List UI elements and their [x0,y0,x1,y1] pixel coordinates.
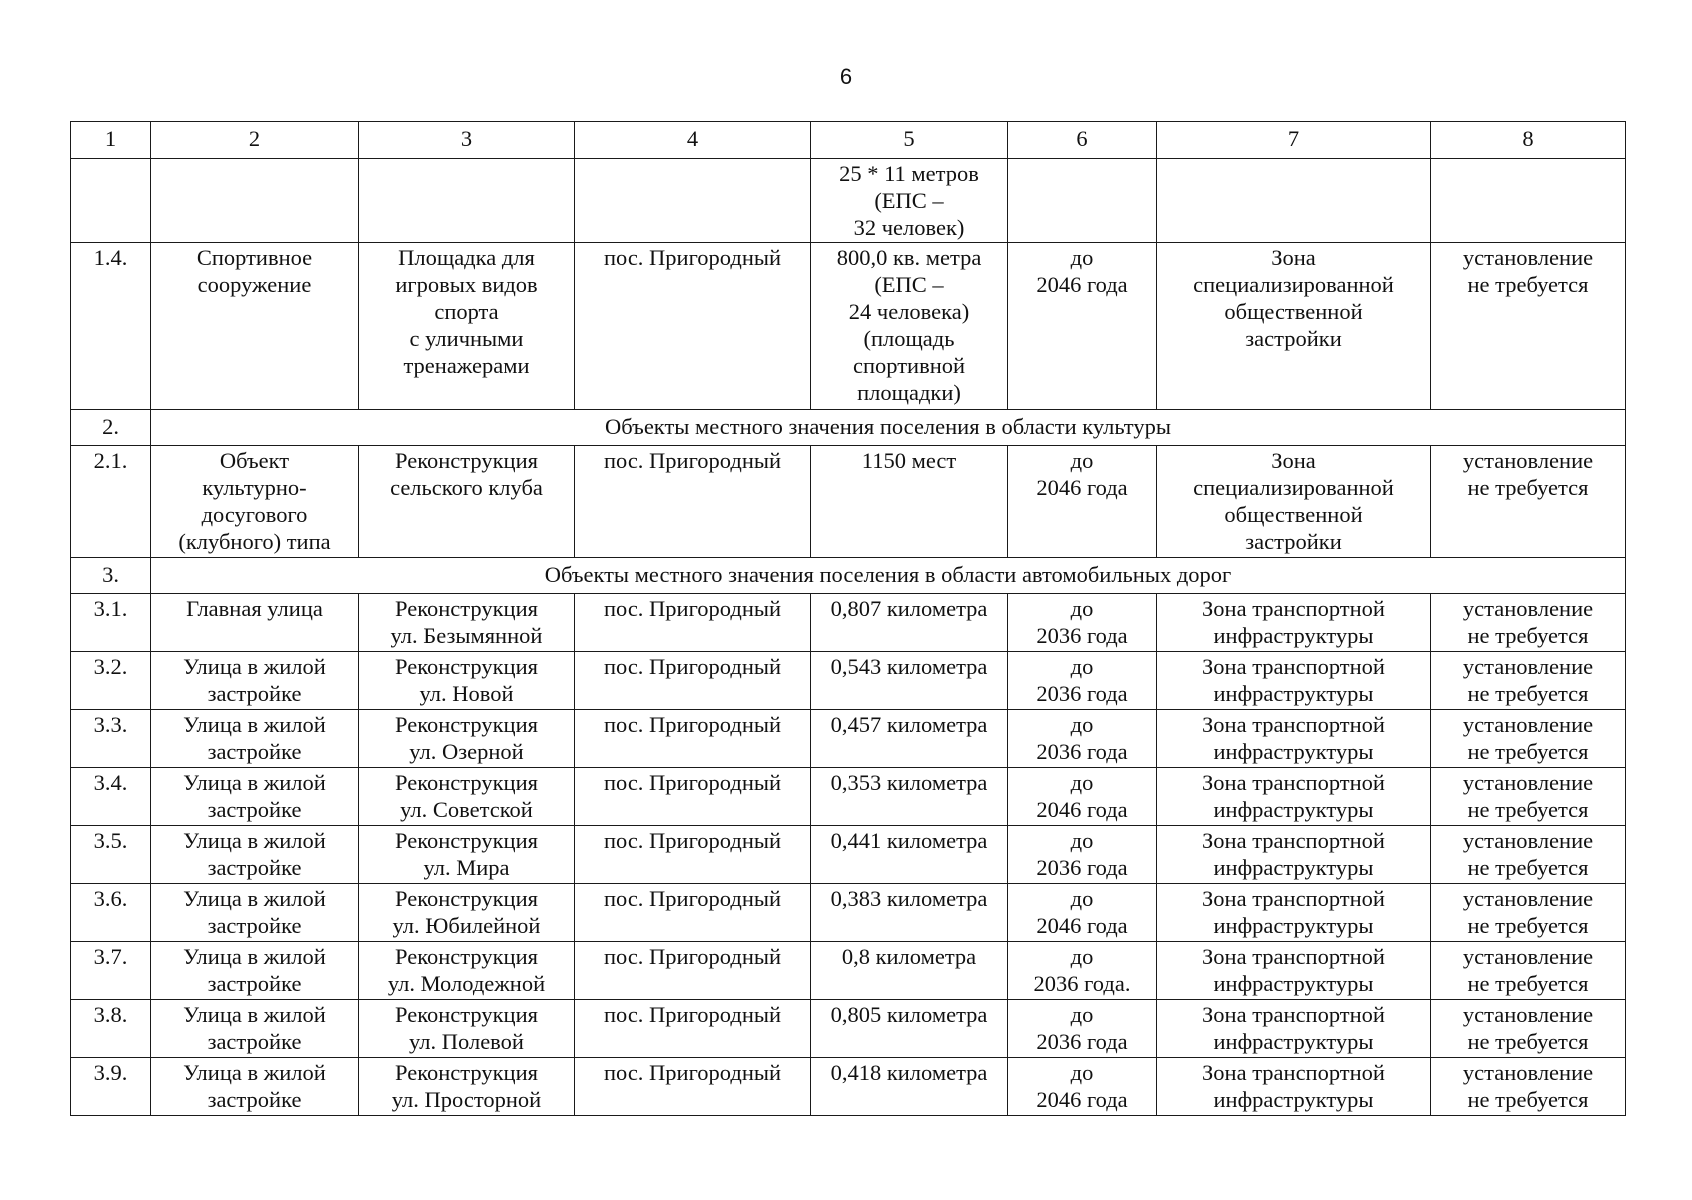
section-title: Объекты местного значения поселения в области культуры [151,410,1626,446]
table-cell: установление не требуется [1431,446,1626,558]
table-row [71,1058,1626,1116]
table-cell: 0,8 километра [811,942,1008,1000]
table-cell: пос. Пригородный [575,1000,811,1058]
header-cell: 8 [1431,122,1626,159]
table-cell: 0,543 километра [811,652,1008,710]
table-cell: 3.6. [71,884,151,942]
table-cell [359,159,575,243]
table-cell: установление не требуется [1431,884,1626,942]
table-row [71,942,1626,1000]
table-cell: пос. Пригородный [575,1058,811,1116]
table-cell: установление не требуется [1431,710,1626,768]
table-row [71,652,1626,710]
table-cell: 3.2. [71,652,151,710]
table-cell: пос. Пригородный [575,243,811,410]
header-cell: 2 [151,122,359,159]
table-cell: Зона специализированной общественной застройки [1157,243,1431,410]
table-cell: пос. Пригородный [575,826,811,884]
table-cell: 3.9. [71,1058,151,1116]
table-cell: Улица в жилой застройке [151,710,359,768]
table-cell: 3.3. [71,710,151,768]
section-title: Объекты местного значения поселения в области автомобильных дорог [151,558,1626,594]
table-cell [1431,159,1626,243]
table-cell: Улица в жилой застройке [151,942,359,1000]
table-cell: Реконструкция ул. Юбилейной [359,884,575,942]
table-row [71,1000,1626,1058]
table-cell: до 2046 года [1008,243,1157,410]
column-number-row [71,122,1626,159]
table-cell: Реконструкция сельского клуба [359,446,575,558]
table-cell: Зона транспортной инфраструктуры [1157,1000,1431,1058]
table-cell: Зона транспортной инфраструктуры [1157,1058,1431,1116]
table-cell: установление не требуется [1431,243,1626,410]
table-row [71,594,1626,652]
table-row [71,710,1626,768]
header-cell: 5 [811,122,1008,159]
table-cell: до 2036 года [1008,710,1157,768]
table-cell: пос. Пригородный [575,710,811,768]
header-cell: 1 [71,122,151,159]
table-cell [71,159,151,243]
table-row [71,768,1626,826]
table-row [71,826,1626,884]
table-cell: 3.4. [71,768,151,826]
table-cell [1157,159,1431,243]
table-cell: до 2046 года [1008,884,1157,942]
planning-objects-table [70,121,1626,1116]
header-cell: 3 [359,122,575,159]
table-cell: Улица в жилой застройке [151,884,359,942]
table-cell: Площадка для игровых видов спорта с уличными тренажерами [359,243,575,410]
table-cell: Улица в жилой застройке [151,652,359,710]
table-cell: установление не требуется [1431,826,1626,884]
table-cell: 0,441 километра [811,826,1008,884]
table-cell: пос. Пригородный [575,768,811,826]
table-body [71,122,1626,1116]
table-cell: Спортивное сооружение [151,243,359,410]
table-cell: 3.5. [71,826,151,884]
table-cell: 3.1. [71,594,151,652]
table-cell: пос. Пригородный [575,652,811,710]
table-cell: 0,418 километра [811,1058,1008,1116]
header-cell: 7 [1157,122,1431,159]
table-cell: Реконструкция ул. Безымянной [359,594,575,652]
table-cell: установление не требуется [1431,942,1626,1000]
table-row [71,446,1626,558]
table-cell: 2.1. [71,446,151,558]
table-cell: установление не требуется [1431,594,1626,652]
header-cell: 4 [575,122,811,159]
table-cell: до 2036 года [1008,1000,1157,1058]
table-cell: Улица в жилой застройке [151,768,359,826]
table-cell: 25 * 11 метров (ЕПС – 32 человек) [811,159,1008,243]
table-cell: 3.7. [71,942,151,1000]
table-cell: Зона транспортной инфраструктуры [1157,652,1431,710]
table-cell: 1.4. [71,243,151,410]
table-cell: установление не требуется [1431,768,1626,826]
table-cell: Объект культурно- досугового (клубного) типа [151,446,359,558]
header-cell: 6 [1008,122,1157,159]
table-cell: до 2046 года [1008,1058,1157,1116]
table-cell: 0,805 километра [811,1000,1008,1058]
table-cell: до 2046 года [1008,446,1157,558]
table-cell: установление не требуется [1431,652,1626,710]
table-cell: Главная улица [151,594,359,652]
table-cell: до 2046 года [1008,768,1157,826]
table-cell: Реконструкция ул. Озерной [359,710,575,768]
table-cell: Зона транспортной инфраструктуры [1157,942,1431,1000]
table-cell: 0,457 километра [811,710,1008,768]
table-cell: Зона транспортной инфраструктуры [1157,884,1431,942]
table-cell: пос. Пригородный [575,446,811,558]
table-cell: до 2036 года [1008,594,1157,652]
table-cell: Реконструкция ул. Мира [359,826,575,884]
table-cell: 800,0 кв. метра (ЕПС – 24 человека) (площадь спортивной площадки) [811,243,1008,410]
section-row [71,558,1626,594]
table-row [71,243,1626,410]
table-cell: Реконструкция ул. Полевой [359,1000,575,1058]
table-cell: Реконструкция ул. Советской [359,768,575,826]
table-cell: установление не требуется [1431,1058,1626,1116]
table-cell: Реконструкция ул. Новой [359,652,575,710]
table-cell: 0,383 километра [811,884,1008,942]
table-cell: до 2036 года [1008,652,1157,710]
table-cell: установление не требуется [1431,1000,1626,1058]
table-cell: пос. Пригородный [575,594,811,652]
page-number: 6 [839,64,853,89]
table-cell: 1150 мест [811,446,1008,558]
table-cell: 0,807 километра [811,594,1008,652]
table-cell: 3.8. [71,1000,151,1058]
table-cell: до 2036 года. [1008,942,1157,1000]
table-row [71,159,1626,243]
table-cell: Зона транспортной инфраструктуры [1157,710,1431,768]
table-cell [575,159,811,243]
table-cell: Зона транспортной инфраструктуры [1157,594,1431,652]
table-cell: до 2036 года [1008,826,1157,884]
table-cell: Реконструкция ул. Молодежной [359,942,575,1000]
table-cell: Улица в жилой застройке [151,826,359,884]
table-cell [1008,159,1157,243]
section-number: 2. [71,410,151,446]
table-cell: пос. Пригородный [575,884,811,942]
table-cell: 0,353 километра [811,768,1008,826]
table-cell [151,159,359,243]
table-cell: Зона специализированной общественной застройки [1157,446,1431,558]
table-row [71,884,1626,942]
table-cell: Реконструкция ул. Просторной [359,1058,575,1116]
section-row [71,410,1626,446]
section-number: 3. [71,558,151,594]
table-cell: пос. Пригородный [575,942,811,1000]
table-cell: Зона транспортной инфраструктуры [1157,826,1431,884]
table-cell: Улица в жилой застройке [151,1000,359,1058]
table-cell: Зона транспортной инфраструктуры [1157,768,1431,826]
table-cell: Улица в жилой застройке [151,1058,359,1116]
